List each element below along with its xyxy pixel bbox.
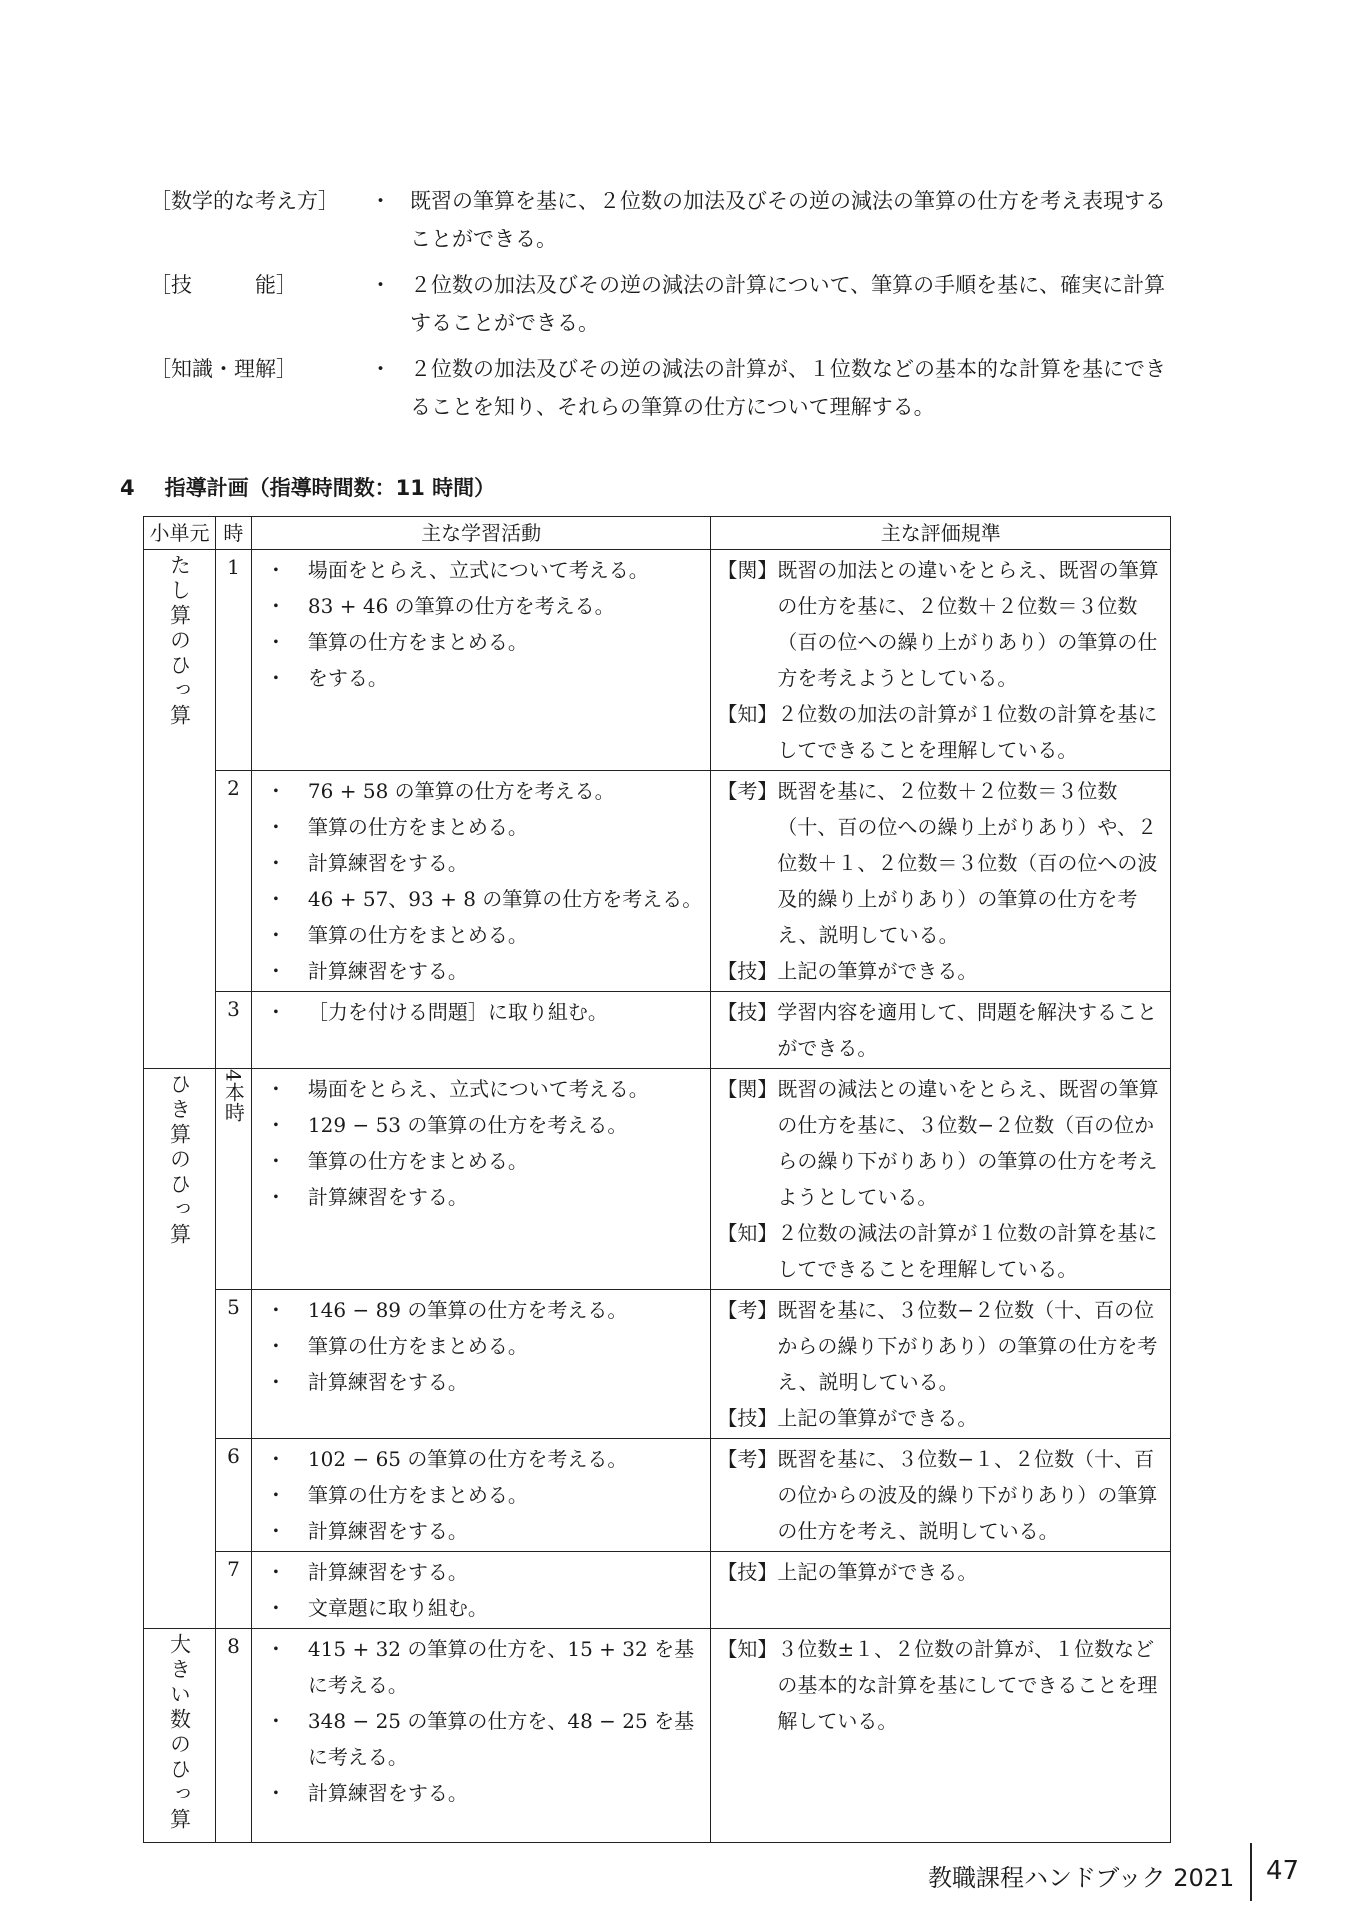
criterion-text: ３位数±１、２位数の計算が、１位数などの基本的な計算を基にしてできることを理解している。 <box>777 1637 1158 1733</box>
activity-text: 76 + 58 の筆算の仕方を考える。 <box>307 779 615 803</box>
activity-text: 146 − 89 の筆算の仕方を考える。 <box>307 1298 628 1322</box>
activity-text: 筆算の仕方をまとめる。 <box>307 1149 528 1173</box>
unit-cell <box>144 550 216 1069</box>
hour-cell <box>215 1629 251 1843</box>
table-row <box>144 1552 1171 1629</box>
bullet-icon: ・ <box>265 1637 286 1661</box>
unit-name: ひき算のひっ算 <box>167 1073 192 1248</box>
bullet-icon: ・ <box>265 923 286 947</box>
bullet-icon: ・ <box>265 779 286 803</box>
bullet-icon: ・ <box>265 666 286 690</box>
hour-label: 6 <box>227 1444 240 1468</box>
criterion-text: 上記の筆算ができる。 <box>777 1406 978 1430</box>
activity-item <box>260 1292 707 1328</box>
unit-name: 大きい数のひっ算 <box>167 1633 192 1833</box>
activity-text: 46 + 57、93 + 8 の筆算の仕方を考える。 <box>307 887 703 911</box>
activity-cell <box>251 550 711 771</box>
activity-text: 場面をとらえ、立式について考える。 <box>307 1077 649 1101</box>
section-number: 4 <box>120 476 135 500</box>
criterion-text: 既習を基に、３位数−２位数（十、百の位からの繰り下がりあり）の筆算の仕方を考え、説明している。 <box>777 1298 1158 1394</box>
bullet-icon: ・ <box>265 1077 286 1101</box>
evaluation-cell <box>711 1439 1171 1552</box>
activity-text: 計算練習をする。 <box>307 851 468 875</box>
section-title: 指導計画（指導時間数：11 時間） <box>164 476 496 500</box>
activity-text: 場面をとらえ、立式について考える。 <box>307 558 649 582</box>
criterion-tag: 【知】 <box>717 702 778 726</box>
evaluation-criterion <box>717 773 1164 953</box>
table-row <box>144 1290 1171 1439</box>
evaluation-criterion <box>717 1631 1164 1739</box>
criterion-text: 既習を基に、２位数＋２位数＝３位数（十、百の位への繰り上がりあり）や、２位数＋１、２位数＝３位数（百の位への波及的繰り上がりあり）の筆算の仕方を考え、説明している。 <box>777 779 1158 947</box>
footer-title: 教職課程ハンドブック 2021 <box>928 1864 1235 1892</box>
hour-label: 7 <box>227 1557 240 1581</box>
criterion-tag: 【技】 <box>717 1406 778 1430</box>
activity-text: 計算練習をする。 <box>307 959 468 983</box>
criterion-text: 上記の筆算ができる。 <box>777 959 978 983</box>
activity-item <box>260 1107 707 1143</box>
table-row <box>144 1629 1171 1843</box>
bullet-icon: ・ <box>265 1781 286 1805</box>
activity-text: 計算練習をする。 <box>307 1185 468 1209</box>
bullet-icon: ・ <box>265 851 286 875</box>
hour-label: 5 <box>227 1295 240 1319</box>
criterion-tag: 【技】 <box>717 1560 778 1584</box>
bullet-icon: ・ <box>265 1596 286 1620</box>
criterion-text: ２位数の減法の計算が１位数の計算を基にしてできることを理解している。 <box>777 1221 1158 1281</box>
goal-skill <box>150 266 1180 342</box>
criterion-text: ２位数の加法の計算が１位数の計算を基にしてできることを理解している。 <box>777 702 1158 762</box>
unit-cell <box>144 1069 216 1629</box>
bullet-icon: ・ <box>265 1298 286 1322</box>
activity-item <box>260 881 707 917</box>
bullet-icon: ・ <box>265 558 286 582</box>
evaluation-criterion <box>717 953 1164 989</box>
bullet-icon: ・ <box>265 815 286 839</box>
evaluation-criterion <box>717 1554 1164 1590</box>
section-heading <box>120 472 495 502</box>
bullet-icon: ・ <box>265 1149 286 1173</box>
criterion-text: 学習内容を適用して、問題を解決することができる。 <box>777 1000 1158 1060</box>
bullet-icon: ・ <box>265 1000 286 1024</box>
teaching-plan-table <box>143 516 1171 1843</box>
activity-text: 83 + 46 の筆算の仕方を考える。 <box>307 594 615 618</box>
unit-name: たし算のひっ算 <box>167 554 192 729</box>
bullet-icon: ・ <box>265 887 286 911</box>
goal-bullet: ・ <box>370 189 391 213</box>
activity-item <box>260 953 707 989</box>
hour-label: 4本時 <box>221 1069 246 1122</box>
goal-text: 既習の筆算を基に、２位数の加法及びその逆の減法の筆算の仕方を考え表現することができる。 <box>410 189 1166 251</box>
evaluation-criterion <box>717 696 1164 768</box>
activity-cell <box>251 1069 711 1290</box>
hour-cell <box>215 1069 251 1290</box>
evaluation-cell <box>711 1290 1171 1439</box>
criterion-text: 上記の筆算ができる。 <box>777 1560 978 1584</box>
activity-item <box>260 660 707 696</box>
page-number: 47 <box>1266 1856 1300 1886</box>
activity-text: 筆算の仕方をまとめる。 <box>307 923 528 947</box>
criterion-text: 既習を基に、３位数−１、２位数（十、百の位からの波及的繰り下がりあり）の筆算の仕方を考え、説明している。 <box>777 1447 1158 1543</box>
bullet-icon: ・ <box>265 1709 286 1733</box>
goal-label: ［技 能］ <box>150 273 297 297</box>
activity-item <box>260 1590 707 1626</box>
evaluation-criterion <box>717 1215 1164 1287</box>
activity-text: 計算練習をする。 <box>307 1560 468 1584</box>
activity-item <box>260 1071 707 1107</box>
header-hour: 時 <box>215 517 251 550</box>
criterion-tag: 【考】 <box>717 1298 778 1322</box>
table-header-row <box>144 517 1171 550</box>
header-activity: 主な学習活動 <box>251 517 711 550</box>
goal-knowledge <box>150 350 1180 426</box>
activity-text: 計算練習をする。 <box>307 1781 468 1805</box>
header-evaluation: 主な評価規準 <box>711 517 1171 550</box>
activity-text: 102 − 65 の筆算の仕方を考える。 <box>307 1447 628 1471</box>
hour-label: 2 <box>227 776 240 800</box>
bullet-icon: ・ <box>265 1447 286 1471</box>
criterion-tag: 【知】 <box>717 1221 778 1245</box>
bullet-icon: ・ <box>265 1519 286 1543</box>
activity-item <box>260 1179 707 1215</box>
activity-cell <box>251 1439 711 1552</box>
hour-cell <box>215 1439 251 1552</box>
activity-item <box>260 624 707 660</box>
activity-text: 計算練習をする。 <box>307 1519 468 1543</box>
bullet-icon: ・ <box>265 1113 286 1137</box>
activity-item <box>260 1554 707 1590</box>
activity-item <box>260 1477 707 1513</box>
activity-text: 筆算の仕方をまとめる。 <box>307 815 528 839</box>
hour-label: 1 <box>227 555 240 579</box>
evaluation-cell <box>711 1629 1171 1843</box>
bullet-icon: ・ <box>265 1560 286 1584</box>
activity-text: 筆算の仕方をまとめる。 <box>307 1483 528 1507</box>
activity-item <box>260 1775 707 1811</box>
activity-text: ［力を付ける問題］に取り組む。 <box>307 1000 608 1024</box>
activity-cell <box>251 1629 711 1843</box>
goal-bullet: ・ <box>370 273 391 297</box>
evaluation-cell <box>711 550 1171 771</box>
activity-text: 文章題に取り組む。 <box>307 1596 488 1620</box>
evaluation-criterion <box>717 1441 1164 1549</box>
goal-text: ２位数の加法及びその逆の減法の計算について、筆算の手順を基に、確実に計算することができる。 <box>410 273 1166 335</box>
goal-bullet: ・ <box>370 357 391 381</box>
activity-item <box>260 1703 707 1775</box>
activity-cell <box>251 771 711 992</box>
activity-item <box>260 994 707 1030</box>
table-row <box>144 550 1171 771</box>
header-unit: 小単元 <box>144 517 216 550</box>
activity-text: をする。 <box>307 666 388 690</box>
criterion-tag: 【考】 <box>717 1447 778 1471</box>
table-row <box>144 992 1171 1069</box>
activity-item <box>260 1631 707 1703</box>
activity-cell <box>251 992 711 1069</box>
evaluation-criterion <box>717 552 1164 696</box>
goal-label: ［数学的な考え方］ <box>150 189 339 213</box>
activity-text: 415 + 32 の筆算の仕方を、15 + 32 を基に考える。 <box>307 1637 695 1697</box>
bullet-icon: ・ <box>265 1334 286 1358</box>
activity-text: 筆算の仕方をまとめる。 <box>307 630 528 654</box>
table-row <box>144 1439 1171 1552</box>
activity-item <box>260 1364 707 1400</box>
bullet-icon: ・ <box>265 1483 286 1507</box>
bullet-icon: ・ <box>265 630 286 654</box>
goal-text: ２位数の加法及びその逆の減法の計算が、１位数などの基本的な計算を基にできることを知り、それらの筆算の仕方について理解する。 <box>410 357 1166 419</box>
hour-cell <box>215 550 251 771</box>
hour-label: 8 <box>227 1634 240 1658</box>
activity-item <box>260 1513 707 1549</box>
activity-item <box>260 588 707 624</box>
activity-item <box>260 1441 707 1477</box>
criterion-tag: 【技】 <box>717 1000 778 1024</box>
table-row <box>144 771 1171 992</box>
activity-cell <box>251 1290 711 1439</box>
activity-item <box>260 917 707 953</box>
goal-label: ［知識・理解］ <box>150 357 297 381</box>
evaluation-cell <box>711 1552 1171 1629</box>
activity-item <box>260 1328 707 1364</box>
activity-cell <box>251 1552 711 1629</box>
activity-item <box>260 773 707 809</box>
hour-cell <box>215 771 251 992</box>
hour-cell <box>215 992 251 1069</box>
activity-item <box>260 1143 707 1179</box>
evaluation-criterion <box>717 1400 1164 1436</box>
bullet-icon: ・ <box>265 959 286 983</box>
hour-label: 3 <box>227 997 240 1021</box>
activity-item <box>260 552 707 588</box>
table-row <box>144 1069 1171 1290</box>
criterion-tag: 【関】 <box>717 1077 778 1101</box>
goal-math-thinking <box>150 182 1180 258</box>
activity-text: 計算練習をする。 <box>307 1370 468 1394</box>
evaluation-goals <box>150 182 1180 434</box>
activity-text: 129 − 53 の筆算の仕方を考える。 <box>307 1113 628 1137</box>
hour-cell <box>215 1290 251 1439</box>
footer-divider <box>1250 1843 1252 1901</box>
bullet-icon: ・ <box>265 1185 286 1209</box>
evaluation-criterion <box>717 994 1164 1066</box>
criterion-tag: 【知】 <box>717 1637 778 1661</box>
bullet-icon: ・ <box>265 1370 286 1394</box>
activity-text: 348 − 25 の筆算の仕方を、48 − 25 を基に考える。 <box>307 1709 695 1769</box>
activity-item <box>260 809 707 845</box>
evaluation-cell <box>711 1069 1171 1290</box>
evaluation-cell <box>711 771 1171 992</box>
activity-item <box>260 845 707 881</box>
unit-cell <box>144 1629 216 1843</box>
activity-text: 筆算の仕方をまとめる。 <box>307 1334 528 1358</box>
criterion-tag: 【技】 <box>717 959 778 983</box>
criterion-tag: 【考】 <box>717 779 778 803</box>
criterion-tag: 【関】 <box>717 558 778 582</box>
evaluation-criterion <box>717 1292 1164 1400</box>
bullet-icon: ・ <box>265 594 286 618</box>
hour-cell <box>215 1552 251 1629</box>
criterion-text: 既習の加法との違いをとらえ、既習の筆算の仕方を基に、２位数＋２位数＝３位数（百の位への繰り上がりあり）の筆算の仕方を考えようとしている。 <box>777 558 1159 690</box>
evaluation-cell <box>711 992 1171 1069</box>
evaluation-criterion <box>717 1071 1164 1215</box>
criterion-text: 既習の減法との違いをとらえ、既習の筆算の仕方を基に、３位数−２位数（百の位からの繰り下がりあり）の筆算の仕方を考えようとしている。 <box>777 1077 1159 1209</box>
